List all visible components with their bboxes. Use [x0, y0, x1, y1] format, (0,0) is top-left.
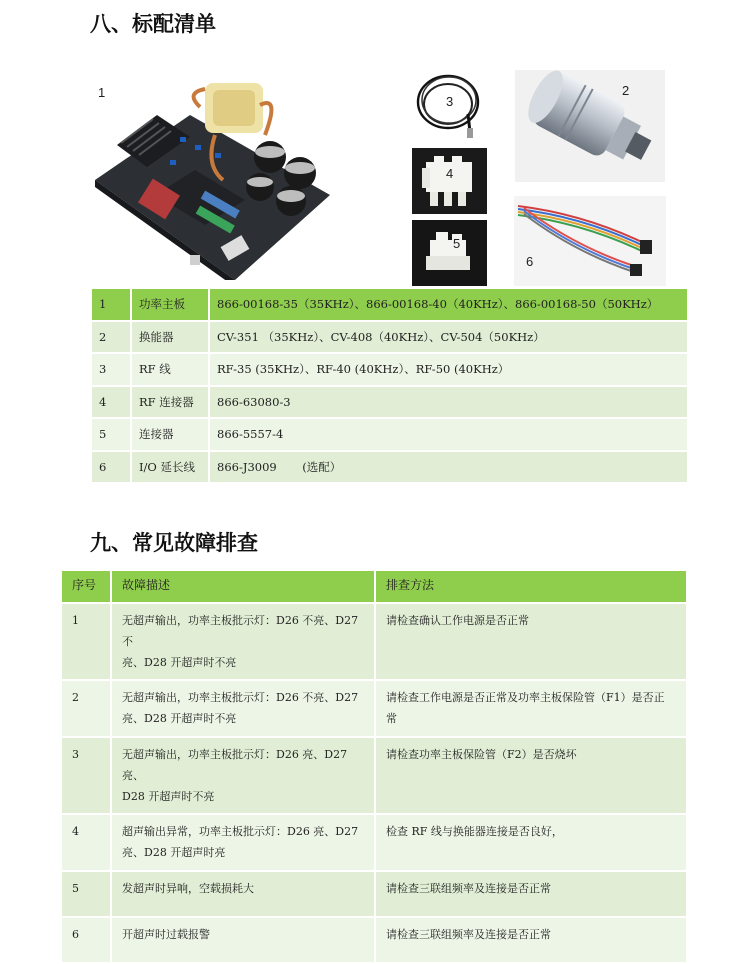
transducer-photo — [515, 70, 665, 182]
item-name: 换能器 — [131, 321, 209, 354]
item-name: RF 线 — [131, 353, 209, 386]
row-number: 4 — [62, 814, 111, 871]
io-extension-cable-photo — [514, 196, 666, 286]
troubleshooting-method: 请检查确认工作电源是否正常 — [375, 603, 687, 680]
item-model: 866-00168-35（35KHz）、866-00168-40（40KHz）、866-00168-50（50KHz） — [209, 289, 688, 321]
rf-connector-photo — [412, 148, 487, 214]
power-board-photo — [95, 75, 335, 280]
row-number: 2 — [92, 321, 131, 354]
section-9-title: 九、常见故障排查 — [90, 531, 258, 555]
header-number: 序号 — [62, 571, 111, 603]
item-name: RF 连接器 — [131, 386, 209, 419]
table-row — [62, 680, 687, 737]
table-row — [62, 737, 687, 814]
row-number: 6 — [62, 917, 111, 963]
table-row — [62, 917, 687, 963]
row-number: 3 — [92, 353, 131, 386]
photo-number-5: 5 — [453, 236, 461, 251]
fault-description: 超声输出异常，功率主板批示灯：D26 亮、D27 亮、D28 开超声时亮 — [111, 814, 375, 871]
fault-description: 发超声时异响，空载损耗大 — [111, 871, 375, 917]
table-row — [92, 418, 688, 451]
photo-number-3: 3 — [446, 94, 454, 109]
header-fault-description: 故障描述 — [111, 571, 375, 603]
troubleshooting-method: 请检查工作电源是否正常及功率主板保险管（F1）是否正 常 — [375, 680, 687, 737]
table-row — [62, 814, 687, 871]
section-8-title: 八、标配清单 — [90, 12, 216, 36]
item-model: CV-351 （35KHz）、CV-408（40KHz）、CV-504（50KHz） — [209, 321, 688, 354]
fault-description: 无超声输出，功率主板批示灯：D26 亮、D27 亮、 D28 开超声时不亮 — [111, 737, 375, 814]
troubleshooting-method: 请检查功率主板保险管（F2）是否烧坏 — [375, 737, 687, 814]
photo-number-2: 2 — [622, 83, 630, 98]
photo-number-4: 4 — [446, 166, 454, 181]
photo-number-1: 1 — [98, 85, 106, 100]
fault-description: 无超声输出，功率主板批示灯：D26 不亮、D27 不 亮、D28 开超声时不亮 — [111, 603, 375, 680]
standard-list-table — [92, 289, 689, 484]
item-name: 功率主板 — [131, 289, 209, 321]
troubleshooting-method: 请检查三联组频率及连接是否正常 — [375, 871, 687, 917]
item-model: 866-J3009 (选配） — [209, 451, 688, 484]
row-number: 4 — [92, 386, 131, 419]
row-number: 5 — [62, 871, 111, 917]
photo-number-6: 6 — [526, 254, 534, 269]
connector-photo — [412, 220, 487, 286]
table-row — [62, 603, 687, 680]
troubleshooting-method: 请检查三联组频率及连接是否正常 — [375, 917, 687, 963]
item-model: 866-63080-3 — [209, 386, 688, 419]
fault-description: 开超声时过载报警 — [111, 917, 375, 963]
table-row — [92, 353, 688, 386]
row-number: 1 — [92, 289, 131, 321]
row-number: 2 — [62, 680, 111, 737]
item-model: 866-5557-4 — [209, 418, 688, 451]
row-number: 3 — [62, 737, 111, 814]
row-number: 5 — [92, 418, 131, 451]
fault-description: 无超声输出，功率主板批示灯：D26 不亮、D27 亮、D28 开超声时不亮 — [111, 680, 375, 737]
table-row — [92, 386, 688, 419]
troubleshooting-table — [62, 571, 688, 964]
table-header-row — [62, 571, 687, 603]
table-row — [62, 871, 687, 917]
row-number: 6 — [92, 451, 131, 484]
troubleshooting-method: 检查 RF 线与换能器连接是否良好， — [375, 814, 687, 871]
table-row — [92, 321, 688, 354]
table-row — [92, 289, 688, 321]
header-troubleshooting-method: 排查方法 — [375, 571, 687, 603]
table-row — [92, 451, 688, 484]
item-name: 连接器 — [131, 418, 209, 451]
row-number: 1 — [62, 603, 111, 680]
item-model: RF-35 (35KHz）、RF-40 (40KHz）、RF-50 (40KHz） — [209, 353, 688, 386]
item-name: I/O 延长线 — [131, 451, 209, 484]
